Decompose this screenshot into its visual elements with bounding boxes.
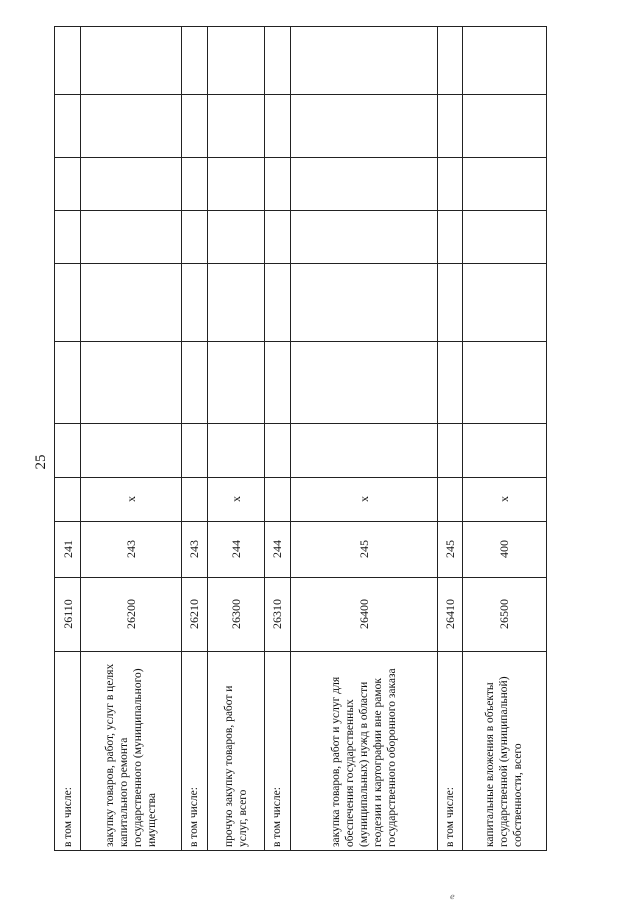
- row-kbk: 245: [356, 540, 371, 558]
- table-row-26500: [462, 27, 546, 852]
- page-number: 25: [33, 454, 49, 470]
- row-kbk: 245: [442, 540, 457, 558]
- row-kbk: 244: [228, 540, 243, 558]
- row-code: 26200: [123, 599, 138, 629]
- table-row-26300: [207, 27, 264, 852]
- row-label: закупку товаров, работ, услуг в целях капитального ремонта государственного (муниципального) имущества: [103, 663, 158, 847]
- table-row-26310: [264, 27, 290, 852]
- row-label: капитальные вложения в объекты государственной (муниципальной) собственности, всего: [484, 675, 524, 847]
- row-x-mark: x: [497, 496, 511, 502]
- table-row-26410: [437, 27, 462, 852]
- row-kbk: 400: [497, 540, 511, 558]
- table-row-26110: [55, 27, 80, 852]
- table-row-26210: [181, 27, 207, 852]
- row-x-mark: x: [356, 496, 371, 502]
- row-kbk: 243: [187, 540, 201, 558]
- row-kbk: 241: [60, 540, 75, 558]
- row-label: в том числе:: [61, 786, 74, 847]
- row-x-mark: x: [123, 496, 138, 502]
- row-code: 26410: [442, 599, 457, 629]
- row-code: 26310: [270, 599, 284, 629]
- row-label: в том числе:: [443, 786, 456, 847]
- row-code: 26400: [356, 599, 371, 629]
- row-code: 26500: [497, 599, 511, 629]
- row-label: прочую закупку товаров, работ и услуг, всего: [222, 685, 249, 847]
- row-code: 26110: [60, 599, 75, 629]
- row-code: 26300: [228, 599, 243, 629]
- scan-artifact: ℯ: [450, 892, 455, 901]
- row-x-mark: x: [228, 496, 243, 502]
- row-code: 26210: [187, 599, 201, 629]
- row-kbk: 244: [270, 540, 284, 558]
- row-label: в том числе:: [188, 786, 200, 847]
- table-row-26200: [80, 27, 181, 852]
- row-kbk: 243: [123, 540, 138, 558]
- row-label: закупка товаров, работ и услуг для обеспечения государственных (муниципальных) нужд в области геодезии и картографии вне рамок государственного оборонного заказа: [329, 667, 398, 847]
- row-label: в том числе:: [271, 786, 283, 847]
- table-row-26400: [290, 27, 437, 852]
- budget-table: [54, 26, 547, 851]
